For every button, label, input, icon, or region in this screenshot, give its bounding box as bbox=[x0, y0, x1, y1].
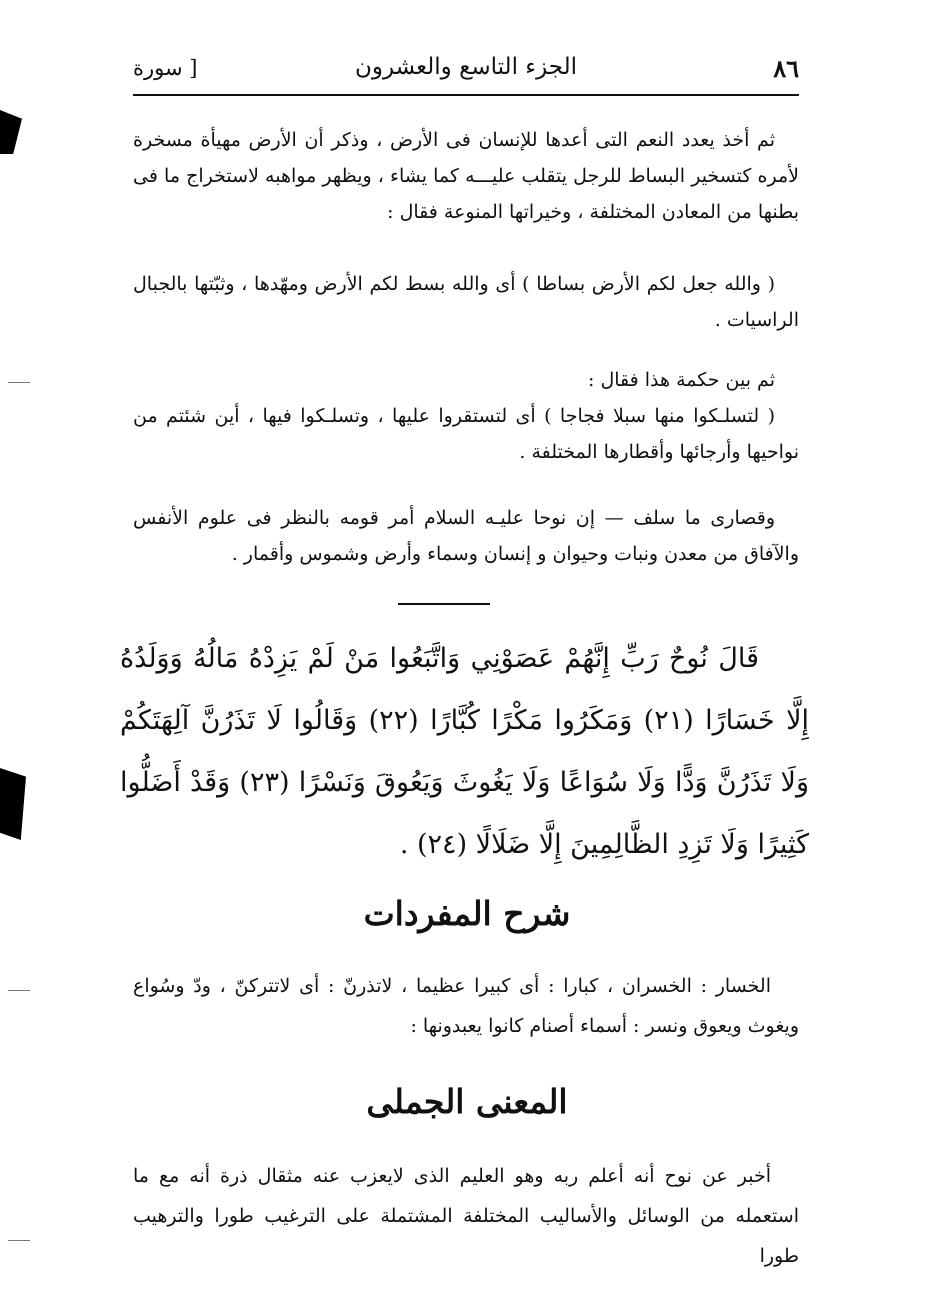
commentary-paragraph: ثم أخذ يعدد النعم التى أعدها للإنسان فى الأرض ، وذكر أن الأرض مهيأة مسخرة لأمره كتسخير البساط للرجل يتقلب عليـــه كما يشاء ، ويظهر مواهبه لاستخراج ما فى بطنها من المعادن المختلفة ، وخيراتها المنوعة فقال : bbox=[133, 129, 799, 223]
header-rule bbox=[133, 94, 799, 96]
scan-edge-mark bbox=[0, 768, 26, 840]
running-title: الجزء التاسع والعشرون bbox=[354, 54, 578, 80]
general-meaning-heading: المعنى الجملى bbox=[366, 1082, 568, 1121]
section-divider bbox=[398, 603, 490, 605]
commentary-paragraph: ( والله جعل لكم الأرض بساطا ) أى والله بسط لكم الأرض ومهّدها ، وثبّتها بالجبال الراسيات . bbox=[133, 273, 799, 331]
vocabulary-heading: شرح المفردات bbox=[363, 894, 571, 933]
quran-verse-block: قَالَ نُوحٌ رَبِّ إِنَّهُمْ عَصَوْنِي وَاتَّبَعُوا مَنْ لَمْ يَزِدْهُ مَالُهُ وَوَلَدُهُ إِلَّا خَسَارًا (٢١) وَمَكَرُوا مَكْرًا كُبَّارًا (٢٢) وَقَالُوا لَا تَذَرُنَّ آلِهَتَكُمْ وَلَا تَذَرُنَّ وَدًّا وَلَا سُوَاعًا وَلَا يَغُوثَ وَيَعُوقَ وَنَسْرًا (٢٣) وَقَدْ أَضَلُّوا كَثِيرًا وَلَا تَزِدِ الظَّالِمِينَ إِلَّا ضَلَالًا (٢٤) . bbox=[120, 643, 809, 860]
general-meaning-paragraph: أخبر عن نوح أنه أعلم ربه وهو العليم الذى لايعزب عنه مثقال ذرة أنه مع ما استعمله من الوسائل والأساليب المختلفة المشتملة على الترغيب طورا والترهيب طورا bbox=[133, 1165, 799, 1267]
scan-edge-mark bbox=[0, 110, 22, 154]
scan-edge-tick bbox=[8, 382, 30, 383]
scan-edge-tick bbox=[8, 1240, 30, 1241]
surah-label: [ سورة bbox=[133, 56, 198, 80]
commentary-paragraph: ثم بين حكمة هذا فقال : bbox=[588, 369, 775, 391]
commentary-paragraph: ( لتسلـكوا منها سبلا فجاجا ) أى لتستقروا عليها ، وتسلـكوا فيها ، أين شئتم من نواحيها وأرجائها وأقطارها المختلفة . bbox=[133, 405, 799, 463]
summary-paragraph: وقصارى ما سلف — إن نوحا عليـه السلام أمر قومه بالنظر فى علوم الأنفس والآفاق من معدن ونبات وحيوان و إنسان وسماء وأرض وشموس وأقمار . bbox=[133, 507, 799, 565]
scan-edge-tick bbox=[8, 990, 30, 991]
vocabulary-paragraph: الخسار : الخسران ، كبارا : أى كبيرا عظيما ، لاتذرنّ : أى لاتتركنّ ، ودّ وسُواع ويغوث ويعوق ونسر : أسماء أصنام كانوا يعبدونها : bbox=[133, 975, 799, 1037]
page-number: ٨٦ bbox=[773, 54, 799, 83]
page-header bbox=[133, 48, 799, 92]
